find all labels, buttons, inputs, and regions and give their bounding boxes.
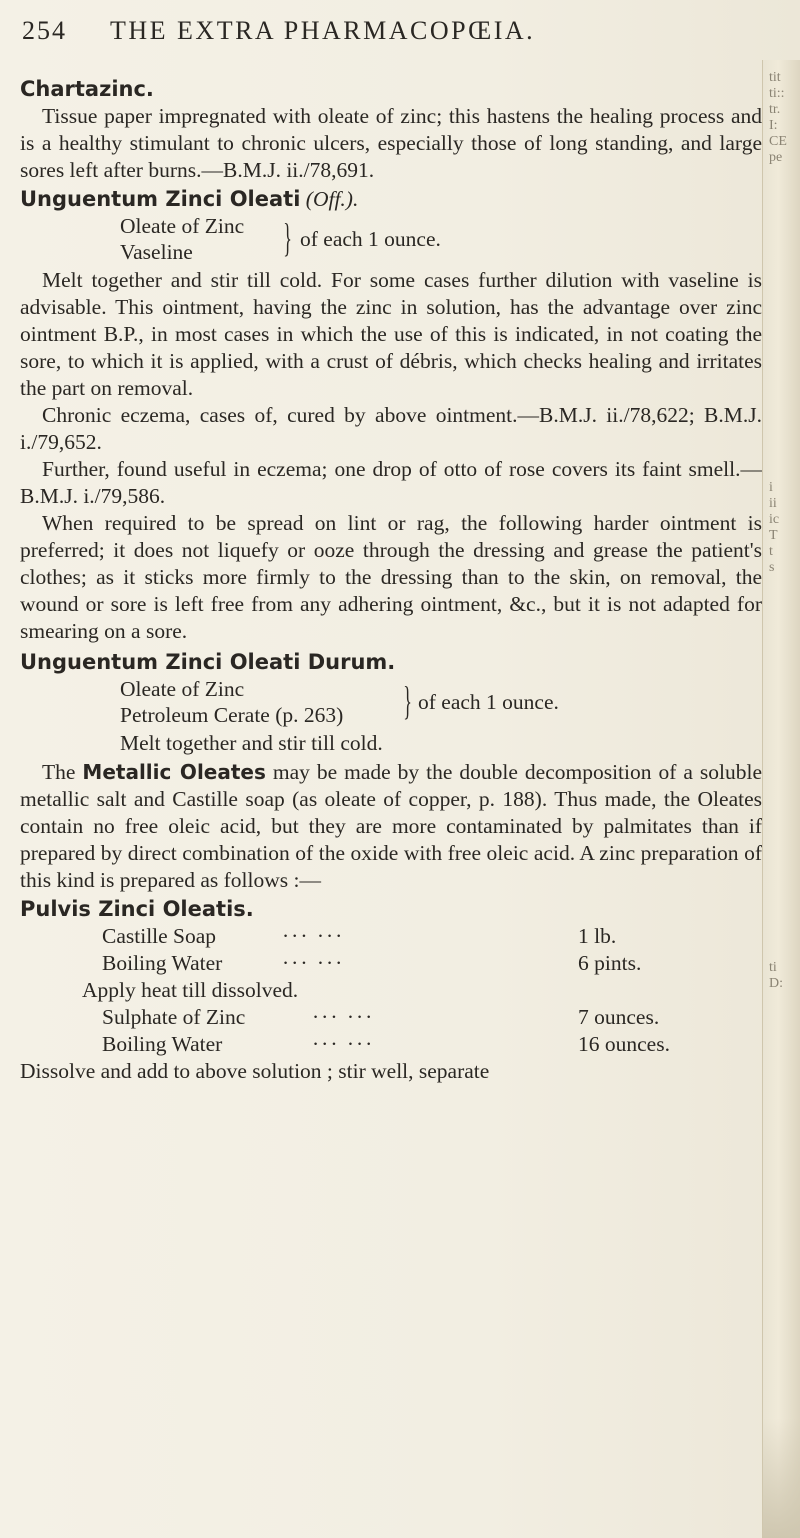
ung-oleati-abbrev: (Off.). — [305, 187, 359, 211]
bleed-through-text: ti D: — [769, 960, 783, 991]
ingredient-oleate-zinc: Oleate of Zinc — [120, 677, 245, 701]
page-number: 254 — [22, 16, 67, 45]
ingredient-vaseline: Vaseline — [120, 240, 193, 264]
pulvis-heading: Pulvis Zinci Oleatis. — [20, 897, 254, 921]
each-quantity: of each 1 ounce. — [300, 227, 441, 251]
leader-dots: ··· ··· — [312, 1005, 375, 1029]
bleed-through-text: i ii ic T t s — [769, 480, 780, 575]
section-chartazinc — [20, 76, 762, 184]
running-title: THE EXTRA PHARMACOPŒIA. — [110, 16, 536, 45]
pulvis-dissolve: Dissolve and add to above solution ; stir well, separate — [20, 1059, 490, 1083]
leader-dots: ··· ··· — [312, 1032, 375, 1056]
page-corner-shadow — [763, 1418, 800, 1538]
ung-durum-method: Melt together and stir till cold. — [120, 731, 383, 755]
list-item — [102, 950, 762, 977]
list-item — [102, 1031, 762, 1058]
leader-dots: ··· ··· — [282, 951, 345, 975]
ung-oleati-heading: Unguentum Zinci Oleati — [20, 187, 301, 211]
ingredient-name: Sulphate of Zinc — [102, 1005, 246, 1029]
pulvis-ingredients — [102, 923, 762, 977]
pulvis-ingredients-2 — [102, 1004, 762, 1058]
list-item — [102, 1004, 762, 1031]
ung-durum-heading: Unguentum Zinci Oleati Durum. — [20, 650, 396, 674]
ung-oleati-para4: When required to be spread on lint or rag, the following harder ointment is preferred; it does not liquefy or ooze through the dressing and grease the patient's clothes; as it sticks more firmly to the dressing than to the skin, on removal, the wound or sore is left free from any adhering ointment, &c., but it is not adapted for smearing on a sore. — [20, 511, 762, 643]
ingredient-qty: 16 ounces. — [578, 1032, 670, 1056]
facing-page-edge — [762, 60, 800, 1538]
ingredient-qty: 1 lb. — [578, 924, 617, 948]
ingredient-name: Boiling Water — [102, 1032, 223, 1056]
metallic-body: may be made by the double decomposition of a soluble metallic salt and Castille soap (as oleate of copper, p. 188). Thus made, the Oleates contain no free oleic acid, but they are more contaminated by palmitates than if prepared by direct combination of the oxide with free oleic acid. A zinc preparation of this kind is prepared as follows :— — [20, 760, 763, 892]
ung-durum-formula — [120, 676, 762, 730]
section-pulvis-zinci-oleatis — [20, 896, 762, 1085]
ingredient-petroleum-cerate: Petroleum Cerate (p. 263) — [120, 703, 344, 727]
leader-dots: ··· ··· — [282, 924, 345, 948]
ung-oleati-para1: Melt together and stir till cold. For some cases further dilution with vaseline is advisable. This ointment, having the zinc in solution, has the advantage over zinc ointment B.P., in most cases in which the use of this is indicated, in not coating the sore, to which it is applied, with a crust of débris, which checks healing and irritates the part on removal. — [20, 268, 762, 400]
ingredient-qty: 6 pints. — [578, 951, 642, 975]
page-body — [20, 76, 763, 1085]
chartazinc-heading: Chartazinc. — [20, 77, 154, 101]
chartazinc-text: Tissue paper impregnated with oleate of zinc; this hastens the healing process and is a healthy stimulant to chronic ulcers, especially those of long standing, and large sores left after burns.—B.M.J. ii./78,691. — [20, 104, 762, 182]
ingredient-qty: 7 ounces. — [578, 1005, 660, 1029]
pulvis-apply: Apply heat till dissolved. — [82, 978, 299, 1002]
ung-oleati-formula — [120, 213, 762, 267]
metallic-text — [20, 759, 762, 894]
section-metallic-oleates — [20, 759, 762, 894]
bleed-through-text: tit ti:: tr. I: CE pe — [769, 70, 787, 165]
list-item — [102, 923, 762, 950]
each-quantity: of each 1 ounce. — [418, 690, 559, 714]
page-header — [22, 16, 722, 56]
metallic-heading: Metallic Oleates — [82, 760, 266, 784]
brace-glyph: } — [403, 678, 412, 723]
ung-oleati-para3: Further, found useful in eczema; one drop of otto of rose covers its faint smell.—B.M.J. i./79,586. — [20, 457, 762, 508]
ingredient-name: Castille Soap — [102, 924, 217, 948]
section-unguentum-durum — [20, 649, 762, 757]
ung-oleati-para2: Chronic eczema, cases of, cured by above ointment.—B.M.J. ii./78,622; B.M.J. i./79,652. — [20, 403, 762, 454]
brace-glyph: } — [283, 215, 292, 260]
metallic-lead: The — [42, 760, 76, 784]
ingredient-oleate: Oleate of Zinc — [120, 214, 245, 238]
ung-oleati-heading-line — [20, 186, 762, 213]
ingredient-name: Boiling Water — [102, 951, 223, 975]
section-unguentum-zinci-oleati — [20, 186, 762, 645]
